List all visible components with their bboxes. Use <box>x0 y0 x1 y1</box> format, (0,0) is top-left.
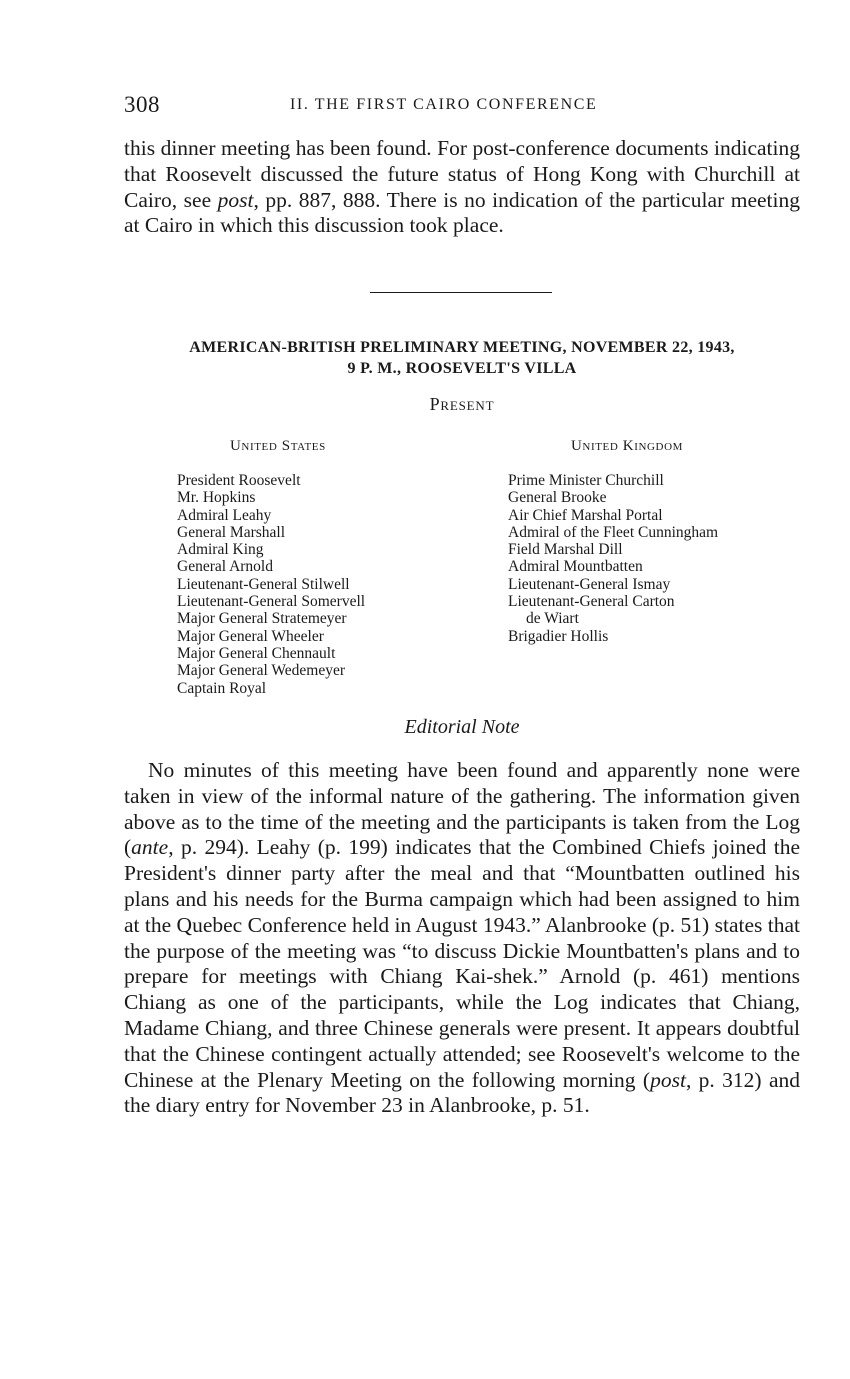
attendee: Field Marshal Dill <box>508 541 623 559</box>
text-run: this dinner meeting has been found. For post-conference documents indicating that Roosevelt discussed the future status of Hong Kong with Churchill at Cairo, see <box>124 136 800 212</box>
attendee: Captain Royal <box>177 679 267 697</box>
present-heading: Present <box>429 394 495 414</box>
italic-reference: post <box>217 187 254 212</box>
editorial-note-body <box>124 758 800 1119</box>
editorial-note-paragraph <box>124 758 800 1119</box>
attendee: General Brooke <box>508 489 607 507</box>
continuation-paragraph <box>124 136 800 239</box>
text-run: , p. 294). Leahy (p. 199) indicates that the Combined Chiefs joined the President's dinner party after the meal and that “Mountbatten outlined his plans and his needs for the Burma campaign which had been assigned to him at the Quebec Conference held in August 1943.” Alanbrooke (p. 51) states that the purpose of the meeting was “to discuss Dickie Mountbatten's plans and to prepare for meetings with Chiang Kai-shek.” Arnold (p. 461) mentions Chiang as one of the participants, while the Log indicates that Chiang, Madame Chiang, and three Chinese generals were present. It appears doubtful that the Chinese contingent actually attended; see Roosevelt's welcome to the Chinese at the Plenary Meeting on the following morning ( <box>124 835 800 1092</box>
attendee: Major General Wheeler <box>177 627 324 645</box>
attendee: Major General Wedemeyer <box>177 662 346 680</box>
united-states-attendees <box>177 472 365 697</box>
running-head: II. THE FIRST CAIRO CONFERENCE <box>290 96 598 113</box>
section-divider <box>370 292 552 293</box>
attendee: Major General Stratemeyer <box>177 610 347 628</box>
attendee: Air Chief Marshal Portal <box>508 506 663 524</box>
meeting-title <box>124 337 800 379</box>
attendee: Prime Minister Churchill <box>508 472 664 489</box>
attendee: General Arnold <box>177 558 273 576</box>
text-run: No minutes of this meeting have been found and apparently none were taken in view of the informal nature of the gathering. The information given above as to the time of the meeting and the participants is taken from the Log ( <box>124 758 800 860</box>
page-number: 308 <box>124 92 160 117</box>
attendee: Admiral Mountbatten <box>508 558 643 576</box>
attendee: Brigadier Hollis <box>508 627 609 645</box>
attendee: Admiral King <box>177 541 264 559</box>
italic-reference: ante <box>131 835 169 860</box>
attendee: Major General Chennault <box>177 644 336 662</box>
attendee: General Marshall <box>177 523 286 541</box>
continuation-text <box>124 136 800 239</box>
attendee: Lieutenant-General Carton <box>508 593 675 611</box>
editorial-note-heading: Editorial Note <box>404 716 520 738</box>
united-kingdom-heading: United Kingdom <box>571 438 684 454</box>
united-kingdom-attendees <box>508 472 718 645</box>
text-run: , p. 312) and the diary entry for November 23 in Alanbrooke, p. 51. <box>124 1067 800 1118</box>
attendee: Mr. Hopkins <box>177 489 256 507</box>
meeting-title-line-2: 9 P. M., ROOSEVELT'S VILLA <box>347 360 577 377</box>
text-run: , pp. 887, 888. There is no indication of the particular meeting at Cairo in which this discussion took place. <box>124 187 800 238</box>
meeting-title-line-1: AMERICAN-BRITISH PRELIMINARY MEETING, NOVEMBER 22, 1943, <box>189 339 735 356</box>
italic-reference: post <box>650 1067 686 1092</box>
attendee: Admiral of the Fleet Cunningham <box>508 523 719 541</box>
page-header <box>124 92 800 122</box>
attendee: Admiral Leahy <box>177 506 272 524</box>
attendee: President Roosevelt <box>177 472 301 489</box>
attendee: Lieutenant-General Ismay <box>508 575 671 593</box>
attendee-continuation: de Wiart <box>526 610 579 628</box>
attendee: Lieutenant-General Somervell <box>177 593 366 611</box>
united-states-heading: United States <box>230 438 326 454</box>
attendee: Lieutenant-General Stilwell <box>177 575 350 593</box>
